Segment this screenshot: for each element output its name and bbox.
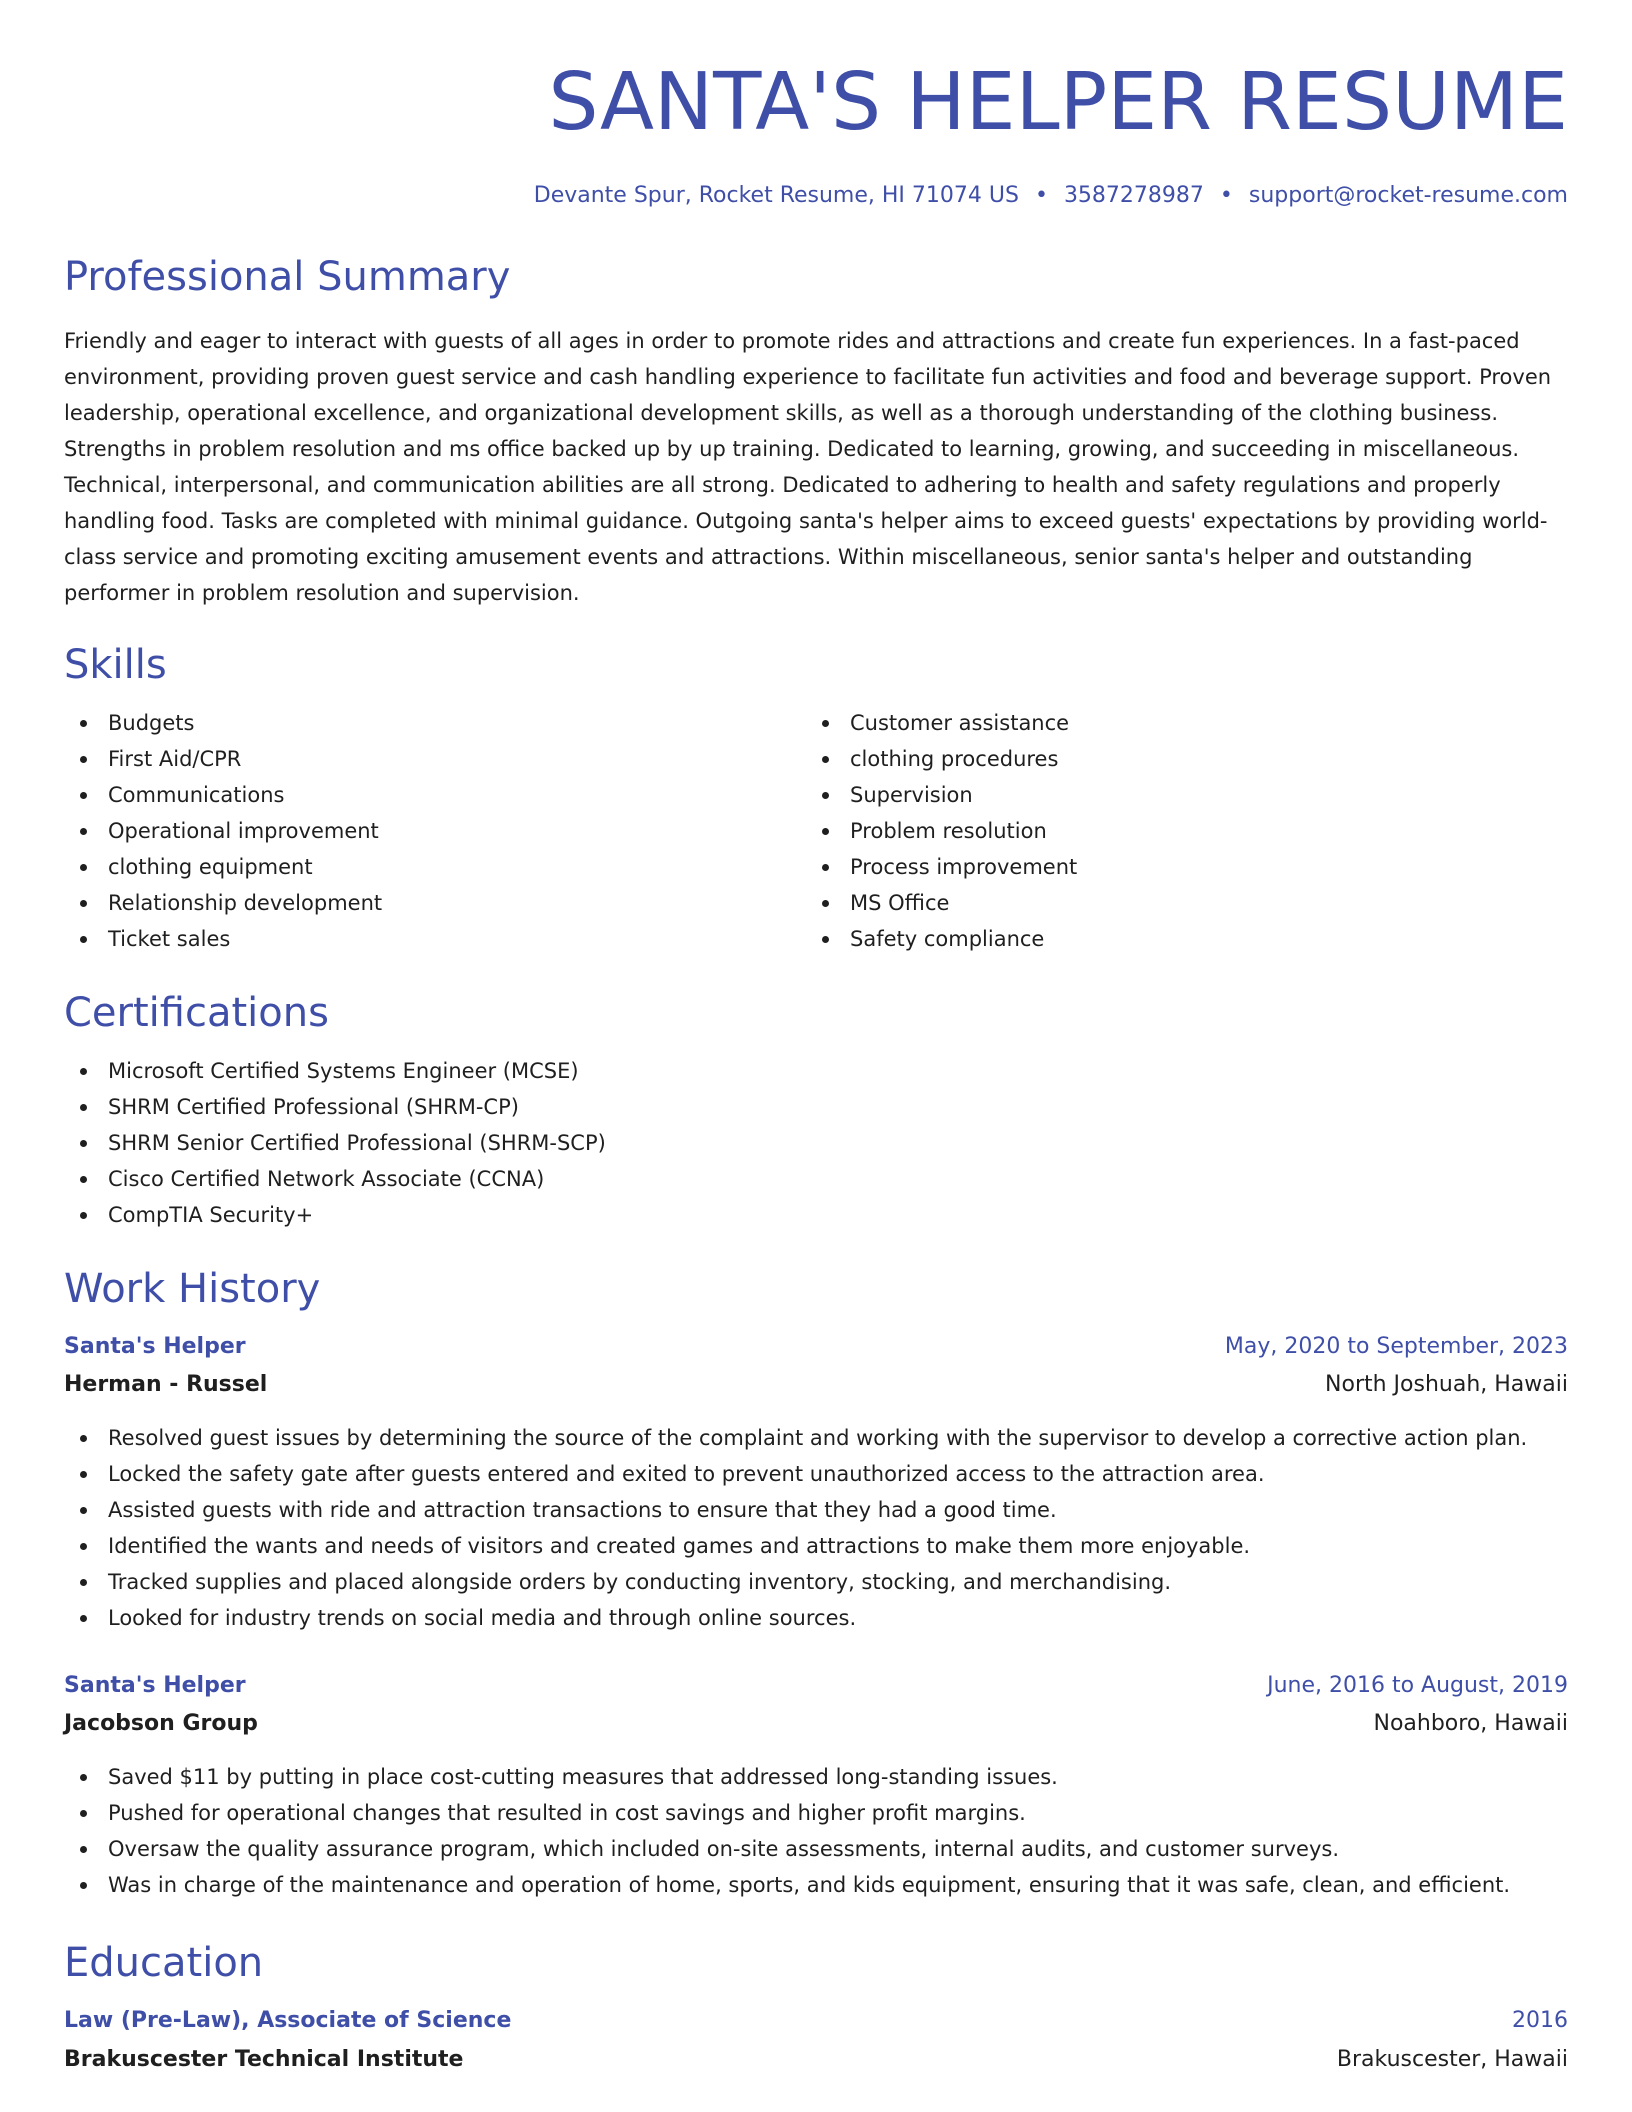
job-duty: Oversaw the quality assurance program, which included on-site assessments, internal audits, and customer surveys. [64,1831,1568,1867]
job-header [64,1333,1568,1362]
job-duty: Saved $11 by putting in place cost-cutting measures that addressed long-standing issues. [64,1759,1568,1795]
summary-text: Friendly and eager to interact with guests of all ages in order to promote rides and attractions and create fun experiences. In a fast-paced environment, providing proven guest service and cash handling experience to facilitate fun activities and food and beverage support. Proven leadership, operational excellence, and organizational development skills, as well as a thorough understanding of the clothing business. Strengths in problem resolution and ms office backed up by up training. Dedicated to learning, growing, and succeeding in miscellaneous. Technical, interpersonal, and communication abilities are all strong. Dedicated to adhering to health and safety regulations and properly handling food. Tasks are completed with minimal guidance. Outgoing santa's helper aims to exceed guests' expectations by providing world-class service and promoting exciting amusement events and attractions. Within miscellaneous, senior santa's helper and outstanding performer in problem resolution and supervision. [64,328,1552,605]
education-year: 2016 [1512,2007,1568,2033]
job-duty: Assisted guests with ride and attraction transactions to ensure that they had a good time. [64,1492,1568,1528]
certification-item: Cisco Certified Network Associate (CCNA) [64,1161,1568,1197]
job-entry [64,1333,1568,1636]
skills-section [64,641,1568,957]
summary-heading: Professional Summary [64,253,511,300]
job-location: Noahboro, Hawaii [1373,1711,1568,1737]
contact-line [64,182,1568,211]
education-school: Brakuscester Technical Institute [64,2046,464,2072]
contact-separator: • [1034,183,1048,208]
resume-title: SANTA'S HELPER RESUME [548,56,1568,148]
education-subheader [64,2046,1568,2075]
certification-item: SHRM Certified Professional (SHRM-CP) [64,1089,1568,1125]
skills-left-list [64,705,806,957]
skill-item: Operational improvement [64,813,806,849]
skill-item: Communications [64,777,806,813]
skills-heading: Skills [64,641,167,688]
skill-item: MS Office [806,885,1548,921]
job-duty: Was in charge of the maintenance and operation of home, sports, and kids equipment, ensuring that it was safe, clean, and efficient. [64,1867,1568,1903]
education-location: Brakuscester, Hawaii [1336,2046,1568,2072]
job-location: North Joshuah, Hawaii [1325,1372,1568,1398]
job-company: Jacobson Group [64,1711,258,1737]
contact-separator: • [1219,183,1233,208]
skill-item: Budgets [64,705,806,741]
job-header [64,1672,1568,1701]
skill-item: Supervision [806,777,1548,813]
certifications-section [64,989,1568,1233]
skills-right-list [806,705,1548,957]
work-history-section [64,1265,1568,1903]
certification-item: CompTIA Security+ [64,1197,1568,1233]
skill-item: clothing procedures [806,741,1548,777]
job-entry [64,1672,1568,1903]
education-degree: Law (Pre-Law), Associate of Science [64,2007,512,2033]
job-duty: Tracked supplies and placed alongside orders by conducting inventory, stocking, and merchandising. [64,1564,1568,1600]
skills-columns [64,705,1568,957]
job-role: Santa's Helper [64,1333,246,1359]
contact-phone[interactable]: 3587278987 [1063,183,1204,208]
job-duty: Identified the wants and needs of visitors and created games and attractions to make them more enjoyable. [64,1528,1568,1564]
work-history-heading: Work History [64,1265,321,1312]
certifications-heading: Certifications [64,989,329,1036]
job-company: Herman - Russel [64,1372,268,1398]
education-entry [64,2007,1568,2074]
contact-address: Devante Spur, Rocket Resume, HI 71074 US [533,183,1019,208]
skill-item: Relationship development [64,885,806,921]
job-duties-list [64,1759,1568,1903]
certifications-list [64,1053,1568,1233]
job-dates: June, 2016 to August, 2019 [1267,1672,1568,1698]
job-duties-list [64,1420,1568,1636]
skill-item: clothing equipment [64,849,806,885]
summary-section [64,253,1568,611]
job-duty: Locked the safety gate after guests entered and exited to prevent unauthorized access to the attraction area. [64,1456,1568,1492]
skill-item: Ticket sales [64,921,806,957]
skill-item: Process improvement [806,849,1548,885]
resume-header [64,0,1568,211]
skill-item: Safety compliance [806,921,1548,957]
certification-item: SHRM Senior Certified Professional (SHRM-SCP) [64,1125,1568,1161]
skill-item: Problem resolution [806,813,1548,849]
education-heading: Education [64,1939,264,1986]
education-header [64,2007,1568,2036]
job-duty: Resolved guest issues by determining the source of the complaint and working with the supervisor to develop a corrective action plan. [64,1420,1568,1456]
job-role: Santa's Helper [64,1672,246,1698]
job-subheader [64,1710,1568,1739]
job-dates: May, 2020 to September, 2023 [1224,1333,1568,1359]
job-duty: Pushed for operational changes that resulted in cost savings and higher profit margins. [64,1795,1568,1831]
education-section [64,1939,1568,2074]
job-subheader [64,1371,1568,1400]
skill-item: First Aid/CPR [64,741,806,777]
contact-email[interactable]: support@rocket-resume.com [1248,183,1568,208]
certification-item: Microsoft Certified Systems Engineer (MCSE) [64,1053,1568,1089]
job-duty: Looked for industry trends on social media and through online sources. [64,1600,1568,1636]
skill-item: Customer assistance [806,705,1548,741]
